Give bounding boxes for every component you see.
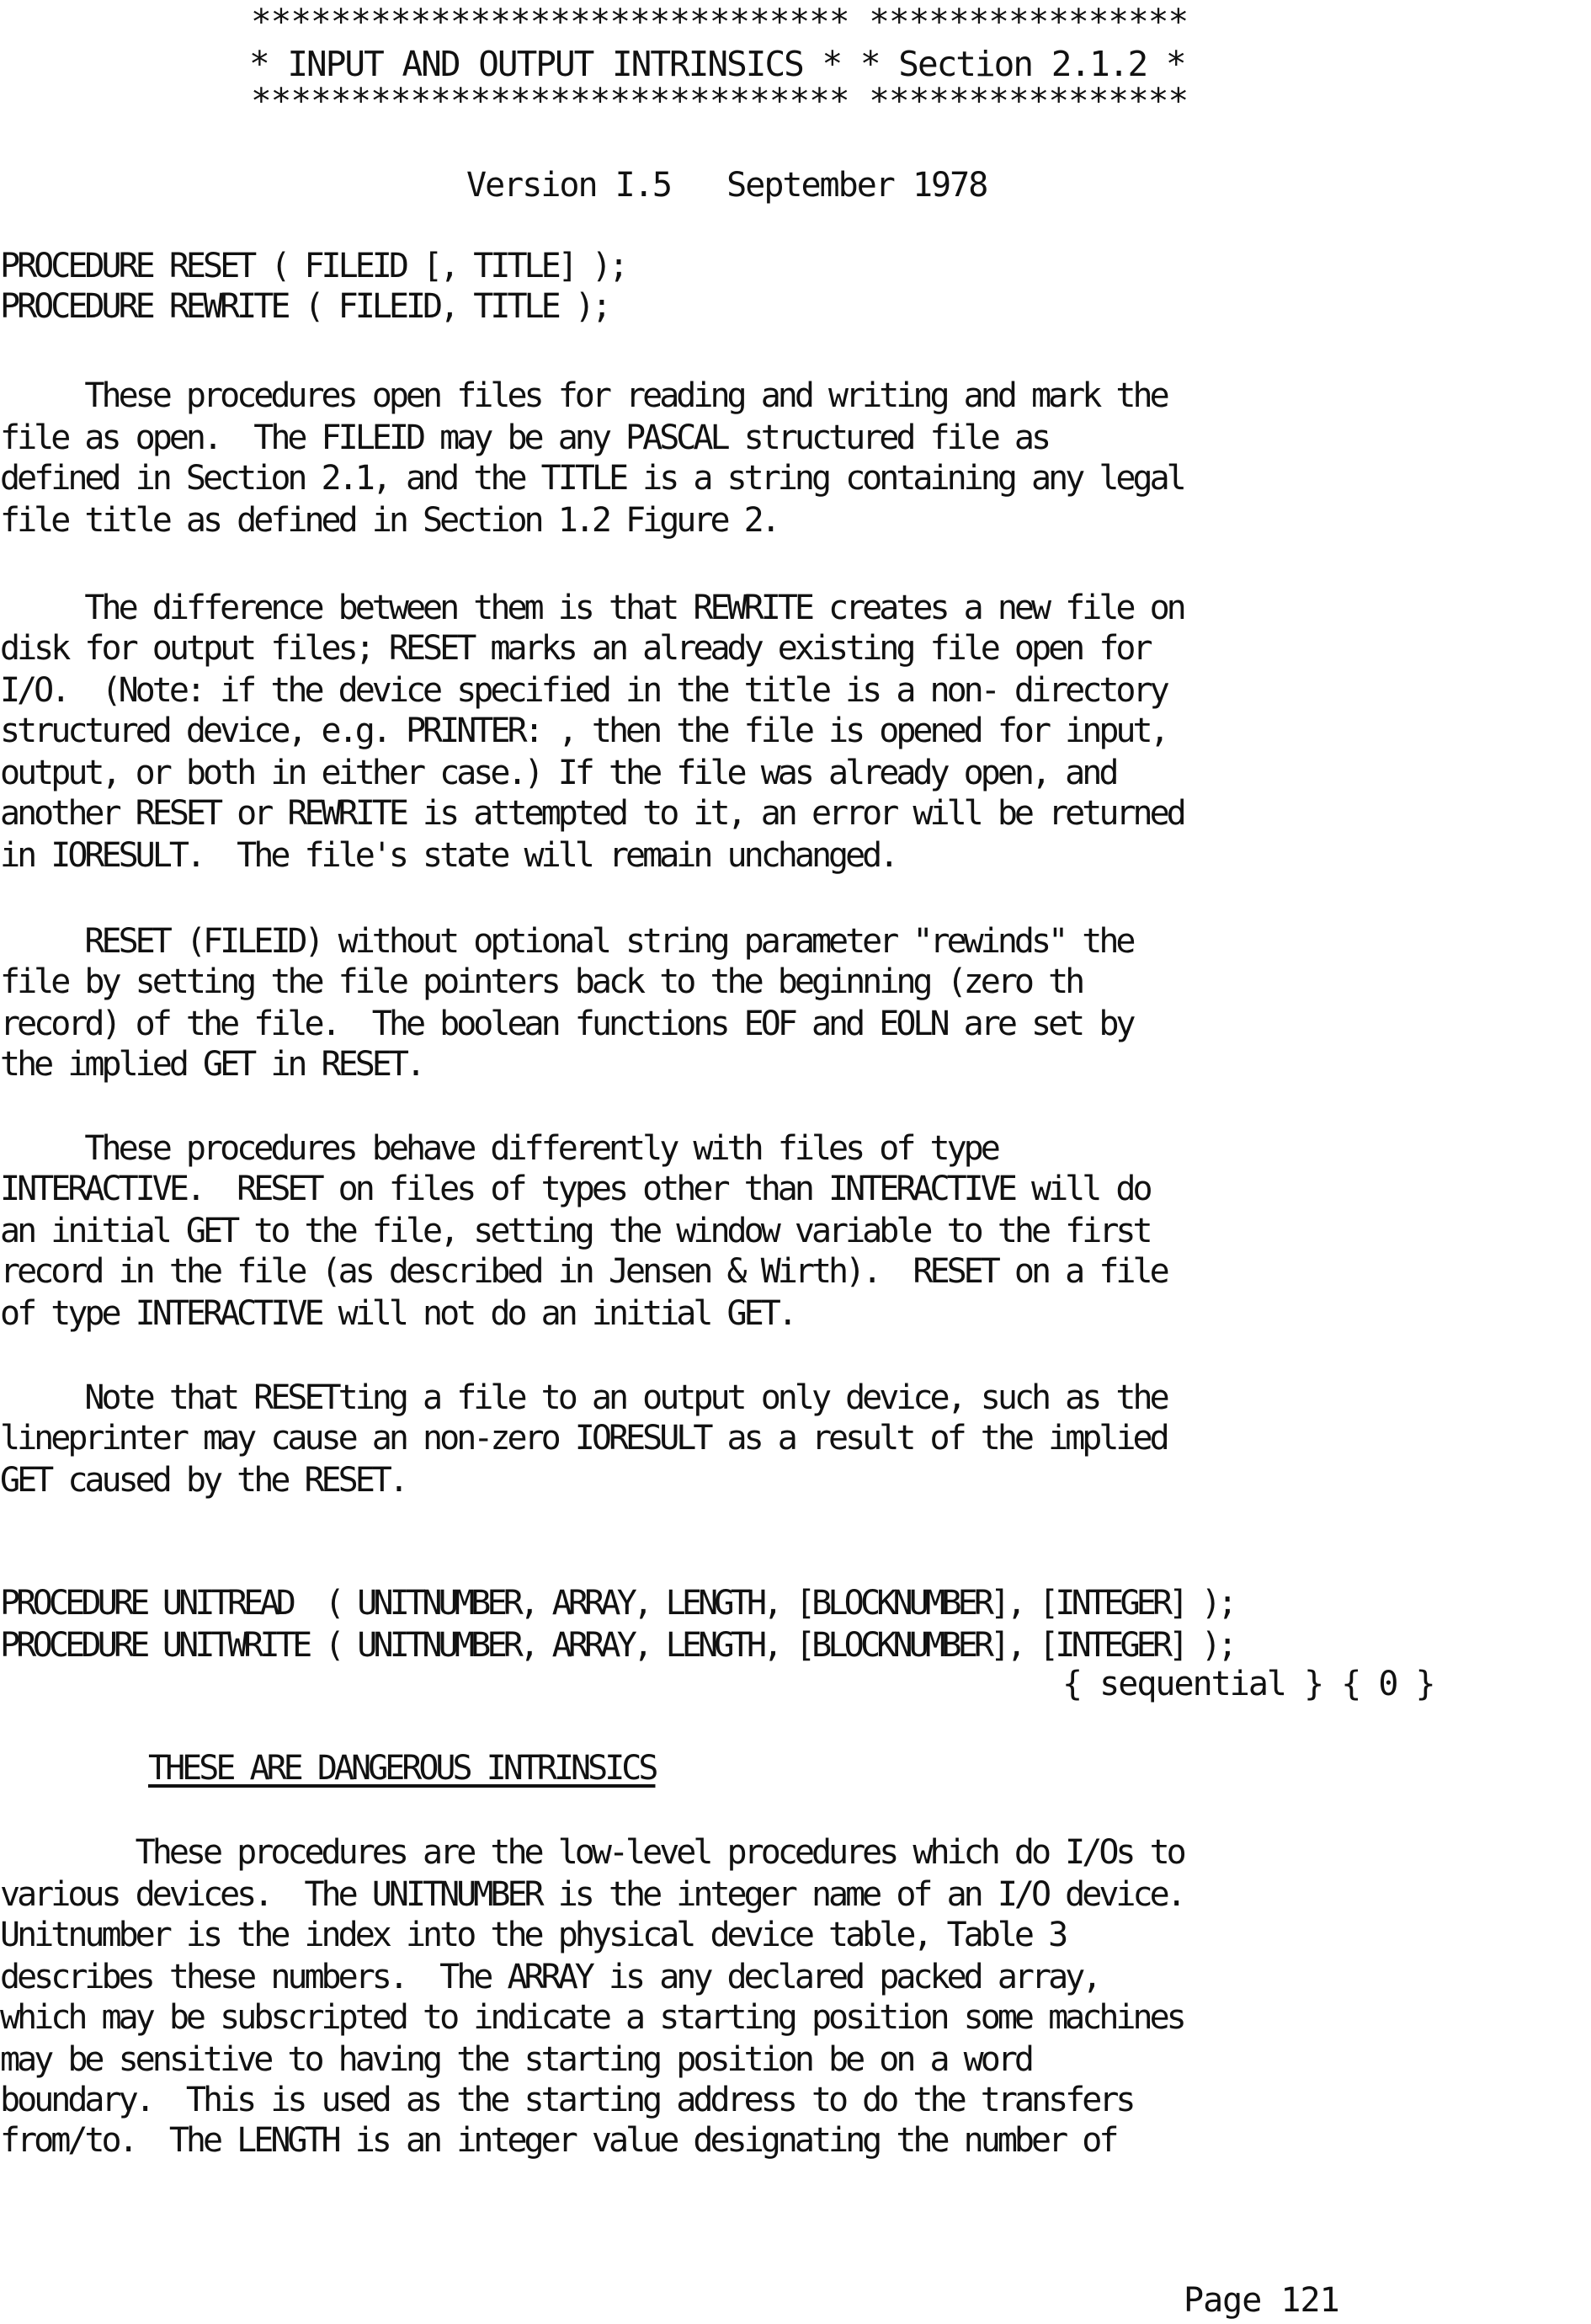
para4-line: INTERACTIVE. RESET on files of types other than INTERACTIVE will do bbox=[0, 1170, 1150, 1208]
para5-line: GET caused by the RESET. bbox=[0, 1461, 406, 1500]
version-line: Version I.5 September 1978 bbox=[466, 166, 987, 205]
para3-line: the implied GET in RESET. bbox=[0, 1045, 423, 1084]
para6-line: boundary. This is used as the starting address to do the transfers bbox=[0, 2081, 1133, 2119]
para5-line: lineprinter may cause an non-zero IORESULT as a result of the implied bbox=[0, 1419, 1167, 1458]
para6-line: describes these numbers. The ARRAY is any declared packed array, bbox=[0, 1958, 1099, 1996]
para1-line: file title as defined in Section 1.2 Figure 2. bbox=[0, 501, 778, 540]
para4-line: record in the file (as described in Jensen & Wirth). RESET on a file bbox=[0, 1252, 1167, 1291]
decl-rewrite: PROCEDURE REWRITE ( FILEID, TITLE ); bbox=[0, 287, 609, 326]
para1-line: defined in Section 2.1, and the TITLE is a string containing any legal bbox=[0, 459, 1184, 498]
para6-line: may be sensitive to having the starting position be on a word bbox=[0, 2040, 1032, 2079]
para3-line: RESET (FILEID) without optional string parameter "rewinds" the bbox=[0, 922, 1133, 961]
para1-line: file as open. The FILEID may be any PASCAL structured file as bbox=[0, 418, 1049, 457]
para6-line: These procedures are the low-level procedures which do I/Os to bbox=[0, 1833, 1184, 1872]
decl-unitread: PROCEDURE UNITREAD ( UNITNUMBER, ARRAY, LENGTH, [BLOCKNUMBER], [INTEGER] ); bbox=[0, 1584, 1234, 1623]
header-title: * INPUT AND OUTPUT INTRINSICS * * Section 2.1.2 * bbox=[249, 44, 1185, 84]
header-stars-bottom: ****************************** **************** bbox=[251, 81, 1189, 121]
para2-line: disk for output files; RESET marks an already existing file open for bbox=[0, 629, 1150, 668]
para4-line: These procedures behave differently with files of type bbox=[0, 1129, 998, 1168]
para6-line: Unitnumber is the index into the physical device table, Table 3 bbox=[0, 1916, 1066, 1954]
para1-line: These procedures open files for reading and writing and mark the bbox=[0, 376, 1167, 415]
para4-line: of type INTERACTIVE will not do an initial GET. bbox=[0, 1294, 795, 1333]
para2-line: in IORESULT. The file's state will remain unchanged. bbox=[0, 836, 897, 875]
header-stars-top: ****************************** **************** bbox=[251, 2, 1189, 42]
para2-line: I/O. (Note: if the device specified in the title is a non- directory bbox=[0, 671, 1167, 710]
para3-line: file by setting the file pointers back to the beginning (zero th bbox=[0, 962, 1083, 1001]
decl-defaults: { sequential } { 0 } bbox=[1062, 1665, 1434, 1703]
para2-line: The difference between them is that REWRITE creates a new file on bbox=[0, 589, 1184, 627]
warning-heading: THESE ARE DANGEROUS INTRINSICS bbox=[148, 1749, 656, 1788]
para2-line: structured device, e.g. PRINTER: , then the file is opened for input, bbox=[0, 712, 1167, 750]
para6-line: which may be subscripted to indicate a starting position some machines bbox=[0, 1998, 1184, 2037]
para2-line: output, or both in either case.) If the file was already open, and bbox=[0, 754, 1116, 792]
para5-line: Note that RESETting a file to an output only device, such as the bbox=[0, 1378, 1167, 1417]
decl-reset: PROCEDURE RESET ( FILEID [, TITLE] ); bbox=[0, 247, 626, 285]
page-number: Page 121 bbox=[1184, 2281, 1339, 2320]
para2-line: another RESET or REWRITE is attempted to it, an error will be returned bbox=[0, 794, 1184, 833]
para3-line: record) of the file. The boolean functions EOF and EOLN are set by bbox=[0, 1005, 1133, 1043]
decl-unitwrite: PROCEDURE UNITWRITE ( UNITNUMBER, ARRAY, LENGTH, [BLOCKNUMBER], [INTEGER] ); bbox=[0, 1626, 1234, 1665]
para6-line: various devices. The UNITNUMBER is the integer name of an I/O device. bbox=[0, 1875, 1184, 1914]
para4-line: an initial GET to the file, setting the window variable to the first bbox=[0, 1212, 1150, 1250]
para6-line: from/to. The LENGTH is an integer value designating the number of bbox=[0, 2121, 1116, 2160]
